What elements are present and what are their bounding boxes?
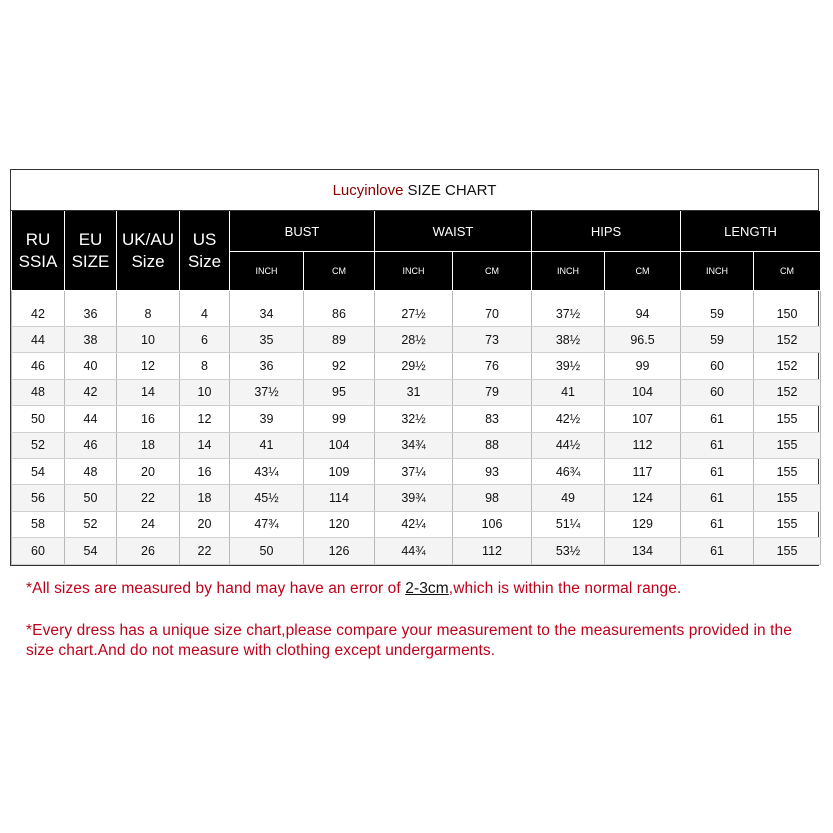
table-cell: 155 (754, 458, 821, 484)
table-cell: 4 (180, 291, 230, 327)
table-cell: 52 (12, 432, 65, 458)
table-cell: 79 (453, 379, 532, 405)
table-row (12, 458, 821, 484)
table-row (12, 511, 821, 537)
table-row (12, 291, 821, 327)
brand-name: Lucyinlove (332, 181, 404, 199)
col-header-waist: WAIST (375, 211, 532, 252)
size-chart-note: *Every dress has a unique size chart,please compare your measurement to the measurements provided in the size chart.And do not measure with clothing except undergarments. (26, 622, 792, 659)
table-cell: 42 (65, 379, 117, 405)
table-cell: 107 (605, 406, 681, 432)
table-row (12, 353, 821, 379)
table-cell: 56 (12, 485, 65, 511)
table-cell: 41 (230, 432, 304, 458)
table-cell: 93 (453, 458, 532, 484)
col-header-length: LENGTH (681, 211, 821, 252)
table-cell: 8 (117, 291, 180, 327)
table-cell: 12 (180, 406, 230, 432)
table-cell: 47¾ (230, 511, 304, 537)
unit-header: INCH (230, 252, 304, 291)
size-rows (12, 291, 821, 565)
unit-header: INCH (681, 252, 754, 291)
table-cell: 40 (65, 353, 117, 379)
unit-header: CM (754, 252, 821, 291)
table-cell: 60 (12, 538, 65, 564)
col-header-ukau: UK/AU Size (117, 211, 180, 291)
table-cell: 42½ (532, 406, 605, 432)
table-cell: 22 (117, 485, 180, 511)
table-cell: 92 (304, 353, 375, 379)
table-cell: 54 (65, 538, 117, 564)
table-cell: 53½ (532, 538, 605, 564)
table-cell: 18 (180, 485, 230, 511)
col-header-hips: HIPS (532, 211, 681, 252)
table-cell: 152 (754, 327, 821, 353)
table-cell: 46 (65, 432, 117, 458)
table-cell: 98 (453, 485, 532, 511)
table-cell: 36 (230, 353, 304, 379)
table-cell: 29½ (375, 353, 453, 379)
table-cell: 152 (754, 379, 821, 405)
table-cell: 112 (605, 432, 681, 458)
table-cell: 104 (304, 432, 375, 458)
note1-text-b: ,which is within the normal range. (448, 580, 682, 597)
table-cell: 44 (12, 327, 65, 353)
table-cell: 35 (230, 327, 304, 353)
table-cell: 109 (304, 458, 375, 484)
table-cell: 96.5 (605, 327, 681, 353)
table-cell: 14 (117, 379, 180, 405)
table-row (12, 327, 821, 353)
table-cell: 155 (754, 511, 821, 537)
table-cell: 120 (304, 511, 375, 537)
table-cell: 95 (304, 379, 375, 405)
table-cell: 31 (375, 379, 453, 405)
table-cell: 34 (230, 291, 304, 327)
chart-title-text: SIZE CHART (407, 181, 497, 199)
table-cell: 16 (117, 406, 180, 432)
table-cell: 10 (180, 379, 230, 405)
table-cell: 20 (117, 458, 180, 484)
table-cell: 114 (304, 485, 375, 511)
table-cell: 150 (754, 291, 821, 327)
table-cell: 58 (12, 511, 65, 537)
table-cell: 88 (453, 432, 532, 458)
table-cell: 20 (180, 511, 230, 537)
table-cell: 89 (304, 327, 375, 353)
table-cell: 38½ (532, 327, 605, 353)
table-cell: 50 (230, 538, 304, 564)
table-cell: 44¾ (375, 538, 453, 564)
table-cell: 27½ (375, 291, 453, 327)
table-cell: 43¼ (230, 458, 304, 484)
table-cell: 134 (605, 538, 681, 564)
unit-header: CM (304, 252, 375, 291)
table-cell: 50 (12, 406, 65, 432)
table-cell: 61 (681, 511, 754, 537)
table-cell: 48 (65, 458, 117, 484)
col-header-russia: RU SSIA (12, 211, 65, 291)
col-header-us: US Size (180, 211, 230, 291)
table-cell: 8 (180, 353, 230, 379)
table-cell: 46 (12, 353, 65, 379)
table-cell: 86 (304, 291, 375, 327)
table-cell: 155 (754, 432, 821, 458)
note1-error-range: 2-3cm (405, 580, 449, 597)
table-cell: 50 (65, 485, 117, 511)
table-cell: 117 (605, 458, 681, 484)
table-cell: 36 (65, 291, 117, 327)
table-cell: 14 (180, 432, 230, 458)
table-cell: 155 (754, 485, 821, 511)
table-cell: 44½ (532, 432, 605, 458)
table-row (12, 406, 821, 432)
table-cell: 12 (117, 353, 180, 379)
col-header-eu: EU SIZE (65, 211, 117, 291)
col-header-bust: BUST (230, 211, 375, 252)
table-cell: 99 (304, 406, 375, 432)
table-cell: 44 (65, 406, 117, 432)
size-chart-table (10, 169, 819, 566)
table-cell: 46¾ (532, 458, 605, 484)
table-cell: 37¼ (375, 458, 453, 484)
table-cell: 94 (605, 291, 681, 327)
table-cell: 106 (453, 511, 532, 537)
table-cell: 6 (180, 327, 230, 353)
table-cell: 83 (453, 406, 532, 432)
table-cell: 70 (453, 291, 532, 327)
note1-text-a: *All sizes are measured by hand may have an error of (26, 580, 406, 597)
table-cell: 10 (117, 327, 180, 353)
unit-header: CM (605, 252, 681, 291)
table-cell: 26 (117, 538, 180, 564)
table-cell: 37½ (532, 291, 605, 327)
table-cell: 22 (180, 538, 230, 564)
table-cell: 61 (681, 458, 754, 484)
table-cell: 155 (754, 406, 821, 432)
unit-header: INCH (375, 252, 453, 291)
table-cell: 38 (65, 327, 117, 353)
table-cell: 39 (230, 406, 304, 432)
table-cell: 48 (12, 379, 65, 405)
table-row (12, 485, 821, 511)
size-table (11, 211, 821, 565)
table-cell: 59 (681, 327, 754, 353)
table-cell: 34¾ (375, 432, 453, 458)
table-cell: 37½ (230, 379, 304, 405)
table-cell: 60 (681, 379, 754, 405)
table-cell: 49 (532, 485, 605, 511)
table-cell: 39½ (532, 353, 605, 379)
table-cell: 112 (453, 538, 532, 564)
table-cell: 126 (304, 538, 375, 564)
table-cell: 99 (605, 353, 681, 379)
table-cell: 104 (605, 379, 681, 405)
table-cell: 129 (605, 511, 681, 537)
table-cell: 32½ (375, 406, 453, 432)
table-cell: 152 (754, 353, 821, 379)
table-cell: 52 (65, 511, 117, 537)
table-cell: 42 (12, 291, 65, 327)
table-cell: 76 (453, 353, 532, 379)
table-cell: 28½ (375, 327, 453, 353)
table-cell: 16 (180, 458, 230, 484)
table-cell: 54 (12, 458, 65, 484)
unit-header: INCH (532, 252, 605, 291)
table-row (12, 432, 821, 458)
table-cell: 59 (681, 291, 754, 327)
table-cell: 41 (532, 379, 605, 405)
table-cell: 124 (605, 485, 681, 511)
table-cell: 18 (117, 432, 180, 458)
unit-header: CM (453, 252, 532, 291)
table-cell: 155 (754, 538, 821, 564)
table-row (12, 538, 821, 564)
table-cell: 73 (453, 327, 532, 353)
table-cell: 61 (681, 432, 754, 458)
table-cell: 60 (681, 353, 754, 379)
table-cell: 45½ (230, 485, 304, 511)
table-row (12, 379, 821, 405)
table-cell: 61 (681, 538, 754, 564)
table-cell: 24 (117, 511, 180, 537)
table-cell: 39¾ (375, 485, 453, 511)
measurement-note (26, 579, 681, 599)
table-cell: 51¼ (532, 511, 605, 537)
chart-title (11, 170, 818, 211)
table-cell: 42¼ (375, 511, 453, 537)
table-cell: 61 (681, 406, 754, 432)
table-cell: 61 (681, 485, 754, 511)
